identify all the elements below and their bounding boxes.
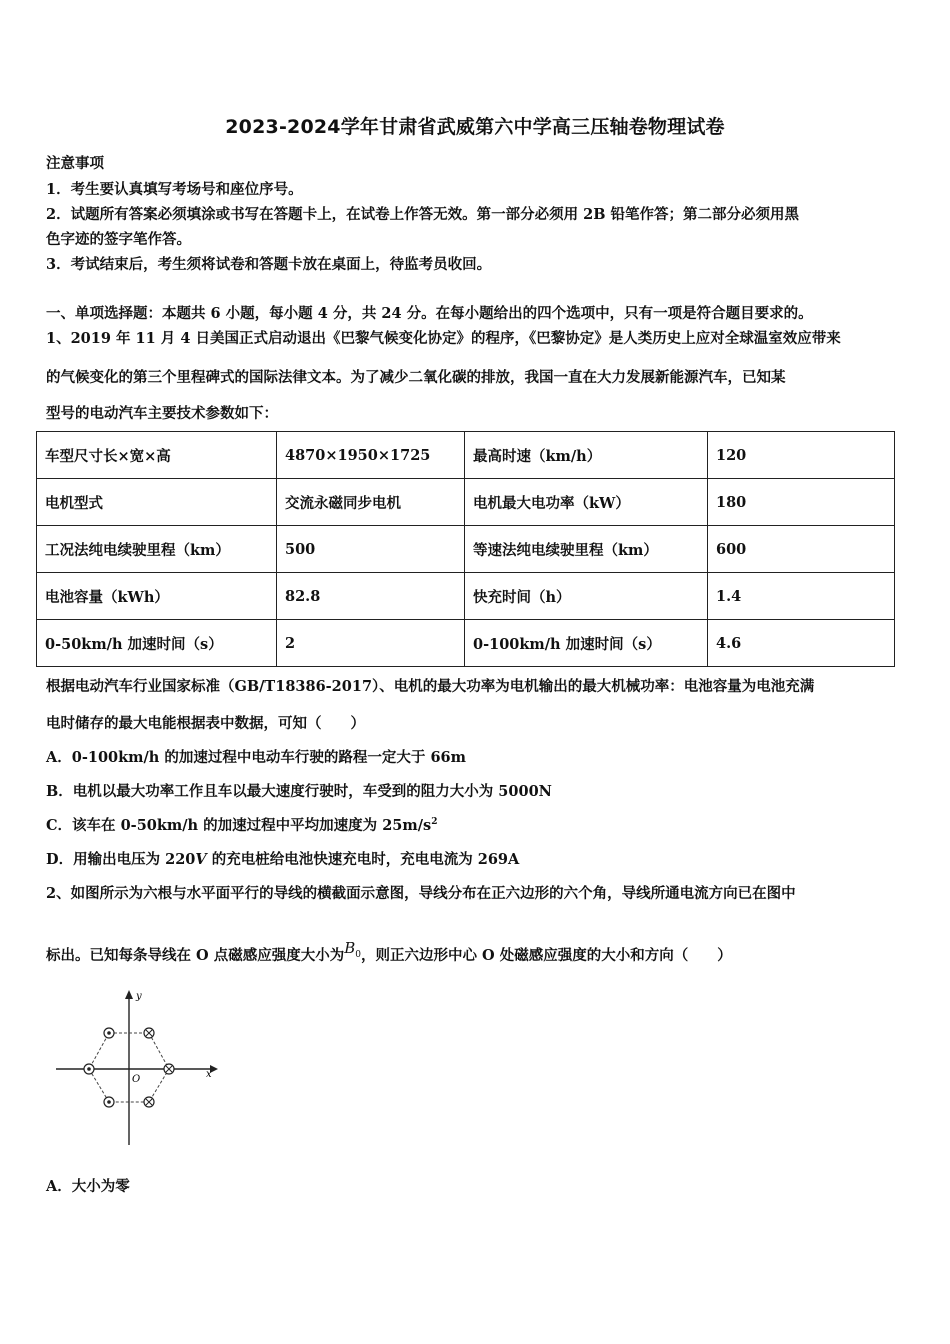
notice-item-3: 3．考试结束后，考生须将试卷和答题卡放在桌面上，待监考员收回。 <box>46 256 492 273</box>
table-cell: 车型尺寸长×宽×高 <box>37 432 277 479</box>
q1-stem-line-1: 1、2019 年 11 月 4 日美国正式启动退出《巴黎气候变化协定》的程序，《巴黎协定》是人类历史上应对全球温室效应带来 <box>46 330 841 347</box>
q1-option-c-text: C．该车在 0-50km/h 的加速过程中平均加速度为 25m/s <box>46 817 432 834</box>
table-cell: 1.4 <box>708 573 895 620</box>
table-row <box>37 573 895 620</box>
q1-option-b: B．电机以最大功率工作且车以最大速度行驶时，车受到的阻力大小为 5000N <box>46 783 552 800</box>
table-cell: 0-100km/h 加速时间（s） <box>465 620 708 667</box>
wire-cross-right <box>164 1064 174 1074</box>
table-row <box>37 432 895 479</box>
wire-dot-top-left <box>104 1028 114 1038</box>
table-cell: 最高时速（km/h） <box>465 432 708 479</box>
table-cell: 0-50km/h 加速时间（s） <box>37 620 277 667</box>
table-cell: 交流永磁同步电机 <box>277 479 465 526</box>
table-cell: 工况法纯电续驶里程（km） <box>37 526 277 573</box>
wire-cross-top-right <box>144 1028 154 1038</box>
section-heading: 一、单项选择题：本题共 6 小题，每小题 4 分，共 24 分。在每小题给出的四个选项中，只有一项是符合题目要求的。 <box>46 305 813 322</box>
q1-stem-line-2: 的气候变化的第三个里程碑式的国际法律文本。为了减少二氧化碳的排放，我国一直在大力发展新能源汽车，已知某 <box>46 369 786 386</box>
table-cell: 快充时间（h） <box>465 573 708 620</box>
page-title: 2023-2024学年甘肃省武威第六中学高三压轴卷物理试卷 <box>225 116 725 138</box>
table-cell: 等速法纯电续驶里程（km） <box>465 526 708 573</box>
table-cell: 电机型式 <box>37 479 277 526</box>
table-cell: 500 <box>277 526 465 573</box>
table-cell: 120 <box>708 432 895 479</box>
x-axis-label: x <box>206 1069 212 1080</box>
table-cell: 4.6 <box>708 620 895 667</box>
q2-stem-text-2: ，则正六边形中心 O 处磁感应强度的大小和方向（ ） <box>361 947 732 964</box>
notice-item-2-cont: 色字迹的签字笔作答。 <box>46 231 191 248</box>
table-cell: 82.8 <box>277 573 465 620</box>
table-cell: 2 <box>277 620 465 667</box>
q1-option-a: A．0-100km/h 的加速过程中电动车行驶的路程一定大于 66m <box>46 749 466 766</box>
y-axis-arrow <box>125 990 133 999</box>
spec-table <box>36 431 895 667</box>
q2-stem-line-2 <box>46 939 732 967</box>
wire-cross-bottom-right <box>144 1097 154 1107</box>
q2-stem-text: 标出。已知每条导线在 O 点磁感应强度大小为 <box>46 947 345 964</box>
table-cell: 600 <box>708 526 895 573</box>
table-cell: 4870×1950×1725 <box>277 432 465 479</box>
table-cell: 电池容量（kWh） <box>37 573 277 620</box>
table-row <box>37 526 895 573</box>
hexagon-wire-figure <box>52 985 222 1150</box>
wire-dot-bottom-left <box>104 1097 114 1107</box>
b0-symbol <box>344 939 361 960</box>
q1-stem-line-3: 型号的电动汽车主要技术参数如下： <box>46 405 278 422</box>
q1-option-d-text-2: 的充电桩给电池快速充电时，充电电流为 269A <box>206 851 520 868</box>
q1-after-line-1: 根据电动汽车行业国家标准（GB/T18386-2017）、电机的最大功率为电机输出的最大机械功率：电池容量为电池充满 <box>46 678 815 695</box>
table-row <box>37 479 895 526</box>
q2-stem-line-1: 2、如图所示为六根与水平面平行的导线的横截面示意图，导线分布在正六边形的六个角，导线所通电流方向已在图中 <box>46 885 796 902</box>
notice-item-1: 1．考生要认真填写考场号和座位序号。 <box>46 181 303 198</box>
y-axis-label: y <box>136 991 142 1002</box>
q1-option-d <box>46 848 519 869</box>
q1-after-line-2: 电时储存的最大电能根据表中数据，可知（ ） <box>46 715 365 732</box>
table-row <box>37 620 895 667</box>
b0-main: B <box>344 939 356 957</box>
wire-dot-left <box>84 1064 94 1074</box>
notice-item-2: 2．试题所有答案必须填涂或书写在答题卡上，在试卷上作答无效。第一部分必须用 2B 铅笔作答；第二部分必须用黑 <box>46 206 800 223</box>
table-cell: 180 <box>708 479 895 526</box>
q1-option-d-text: D．用输出电压为 220 <box>46 851 196 868</box>
notice-heading: 注意事项 <box>46 155 104 172</box>
q1-option-d-unit: V <box>195 851 207 868</box>
table-cell: 电机最大电功率（kW） <box>465 479 708 526</box>
b0-sub: 0 <box>355 950 361 960</box>
q2-option-a: A．大小为零 <box>46 1178 130 1195</box>
q1-option-c <box>46 814 437 835</box>
origin-label: O <box>132 1074 141 1085</box>
q1-option-c-exponent: 2 <box>431 817 438 828</box>
